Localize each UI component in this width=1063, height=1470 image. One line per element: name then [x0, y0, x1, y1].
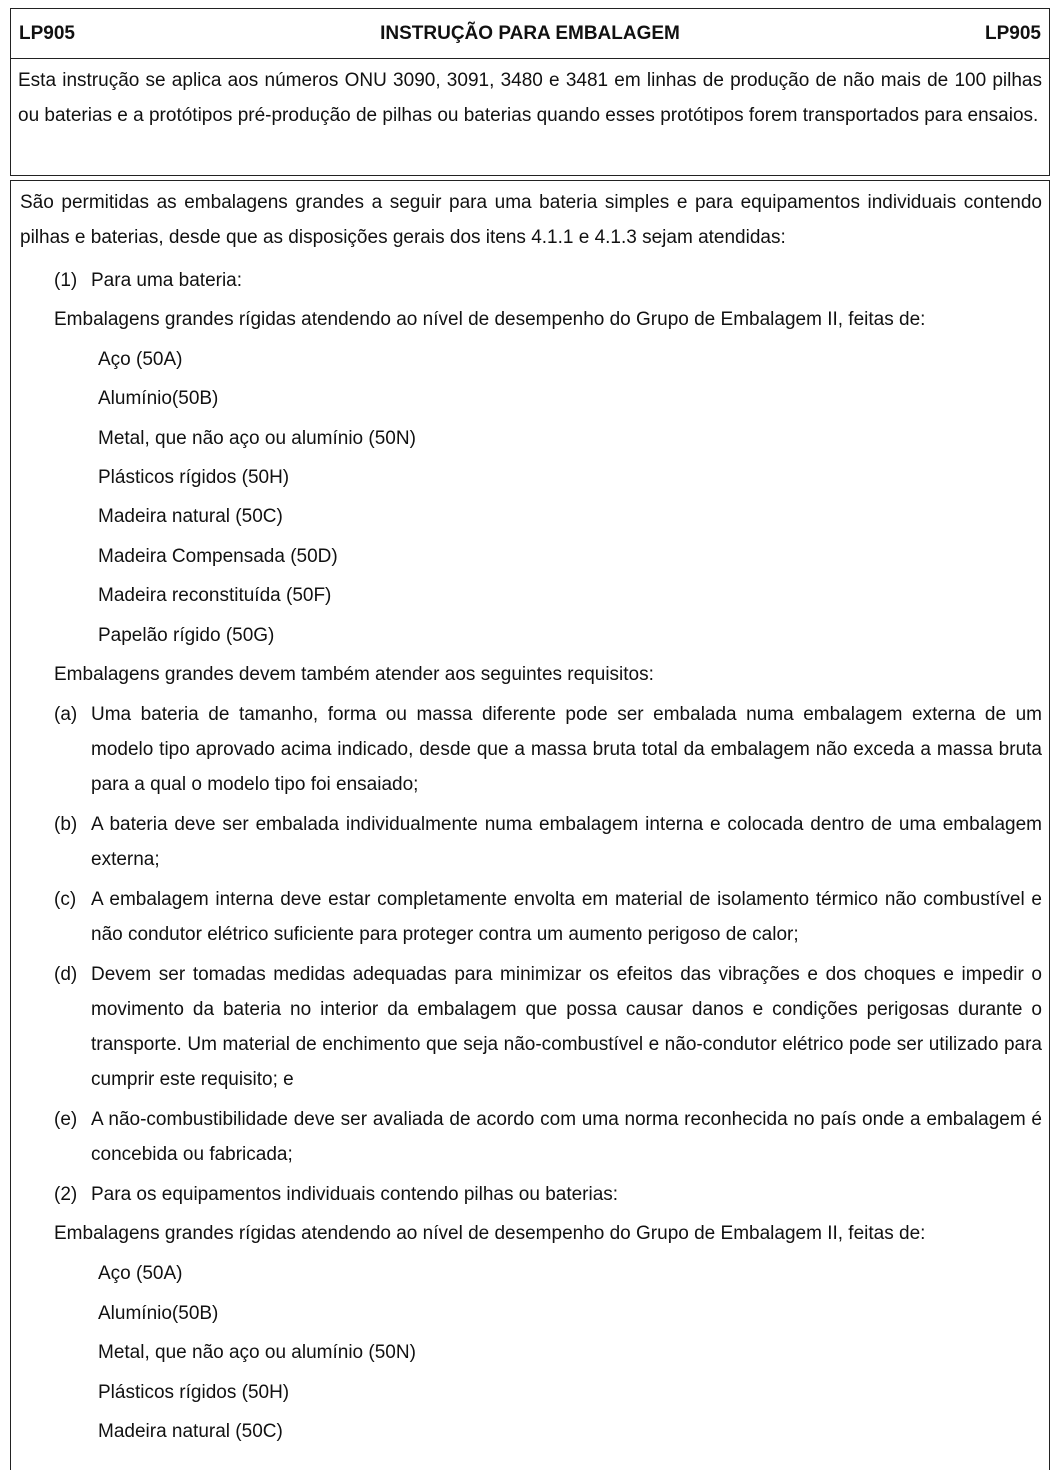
- section-1-materials-lead: Embalagens grandes rígidas atendendo ao nível de desempenho do Grupo de Embalagem II, feitas de:: [54, 309, 926, 330]
- requirement-marker: (a): [54, 704, 78, 725]
- requirements-lead: Embalagens grandes devem também atender aos seguintes requisitos:: [54, 664, 654, 685]
- section-2-marker: (2): [54, 1184, 78, 1205]
- material-item: Madeira natural (50C): [98, 506, 283, 527]
- requirement-text: A não-combustibilidade deve ser avaliada de acordo com uma norma reconhecida no país onde a embalagem é concebida ou fabricada;: [91, 1109, 1042, 1165]
- section-1-title: Para uma bateria:: [91, 270, 243, 291]
- requirement-marker: (b): [54, 814, 78, 835]
- requirement-text: A embalagem interna deve estar completamente envolta em material de isolamento térmico não combustível e não condutor elétrico suficiente para proteger contra um aumento perigoso de calor;: [91, 889, 1042, 945]
- requirement-marker: (e): [54, 1109, 78, 1130]
- material-item: Papelão rígido (50G): [98, 625, 275, 646]
- material-item: Alumínio(50B): [98, 1303, 219, 1324]
- material-item: Metal, que não aço ou alumínio (50N): [98, 1342, 416, 1363]
- material-item: Alumínio(50B): [98, 388, 219, 409]
- code-right: LP905: [985, 23, 1041, 44]
- material-item: Metal, que não aço ou alumínio (50N): [98, 428, 416, 449]
- scope-text: Esta instrução se aplica aos números ONU 3090, 3091, 3480 e 3481 em linhas de produção de não mais de 100 pilhas ou baterias e a protótipos pré-produção de pilhas ou baterias quando esses protótipos forem transportados para ensaios.: [18, 70, 1042, 126]
- requirement-text: Devem ser tomadas medidas adequadas para minimizar os efeitos das vibrações e dos choques e impedir o movimento da bateria no interior da embalagem que possa causar danos e condições perigosas durante o transporte. Um material de enchimento que seja não-combustível e não-condutor elétrico pode ser utilizado para cumprir este requisito; e: [91, 964, 1042, 1090]
- scope-box: [10, 58, 1050, 176]
- section-1-marker: (1): [54, 270, 78, 291]
- material-item: Madeira natural (50C): [98, 1421, 283, 1442]
- requirement-marker: (c): [54, 889, 77, 910]
- requirement-marker: (d): [54, 964, 78, 985]
- material-item: Madeira reconstituída (50F): [98, 585, 332, 606]
- header-title: INSTRUÇÃO PARA EMBALAGEM: [380, 23, 680, 44]
- material-item: Plásticos rígidos (50H): [98, 467, 290, 488]
- requirement-text: Uma bateria de tamanho, forma ou massa diferente pode ser embalada numa embalagem externa de um modelo tipo aprovado acima indicado, desde que a massa bruta total da embalagem não exceda a massa bruta para a qual o modelo tipo foi ensaiado;: [91, 704, 1042, 795]
- body-lead: São permitidas as embalagens grandes a seguir para uma bateria simples e para equipamentos individuais contendo pilhas e baterias, desde que as disposições gerais dos itens 4.1.1 e 4.1.3 sejam atendidas:: [20, 192, 1042, 248]
- section-2-title: Para os equipamentos individuais contendo pilhas ou baterias:: [91, 1184, 619, 1205]
- material-item: Madeira Compensada (50D): [98, 546, 338, 567]
- material-item: Aço (50A): [98, 349, 183, 370]
- code-left: LP905: [19, 23, 75, 44]
- material-item: Plásticos rígidos (50H): [98, 1382, 290, 1403]
- requirement-text: A bateria deve ser embalada individualmente numa embalagem interna e colocada dentro de uma embalagem externa;: [91, 814, 1042, 870]
- instruction-header: [10, 8, 1050, 58]
- section-2-materials-lead: Embalagens grandes rígidas atendendo ao nível de desempenho do Grupo de Embalagem II, feitas de:: [54, 1223, 926, 1244]
- material-item: Aço (50A): [98, 1263, 183, 1284]
- instruction-body: [10, 180, 1050, 1470]
- document-page: [10, 8, 1050, 1462]
